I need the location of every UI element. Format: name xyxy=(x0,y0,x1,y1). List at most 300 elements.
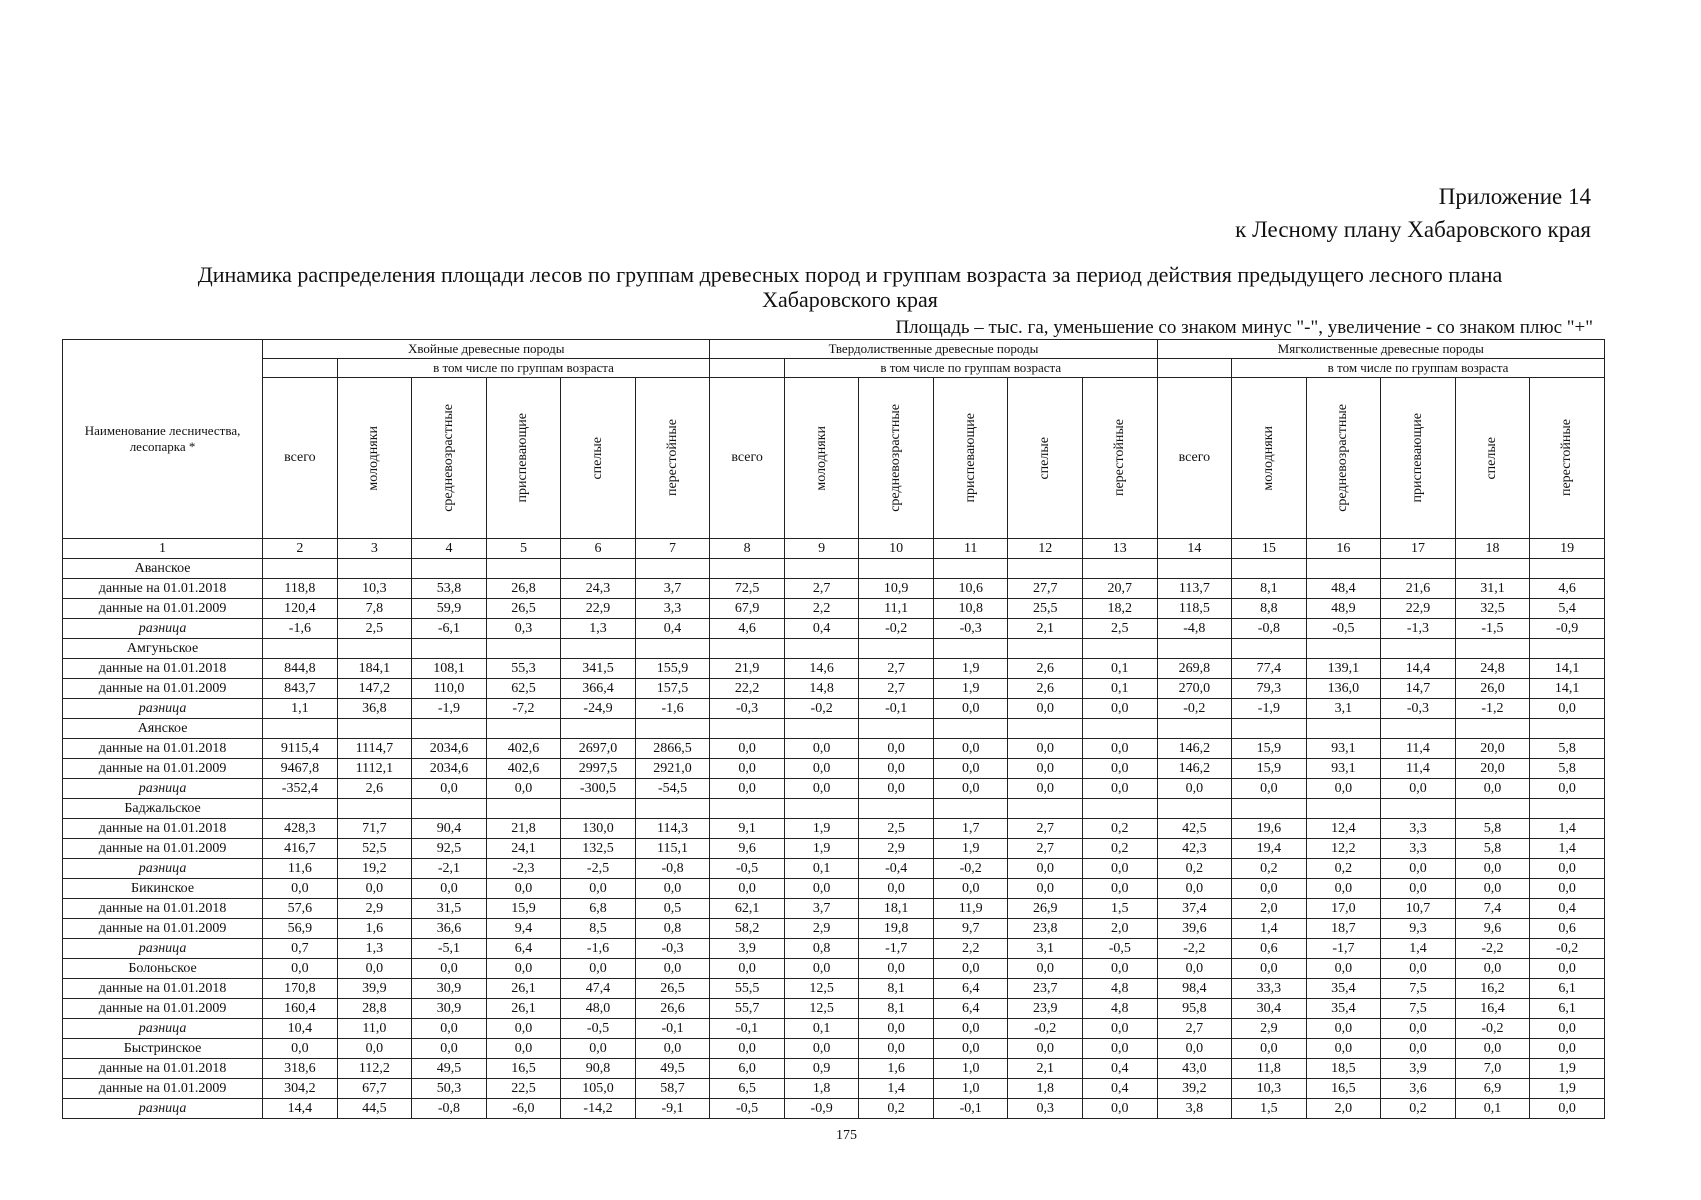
table-cell: -1,6 xyxy=(263,619,338,639)
table-cell xyxy=(635,799,710,819)
table-cell xyxy=(1306,559,1381,579)
table-cell: 0,0 xyxy=(1306,959,1381,979)
table-cell: 22,9 xyxy=(1381,599,1456,619)
column-number: 13 xyxy=(1082,539,1157,559)
table-cell: 22,5 xyxy=(486,1079,561,1099)
table-cell: 0,0 xyxy=(933,699,1008,719)
table-cell: 0,7 xyxy=(263,939,338,959)
table-cell: 48,9 xyxy=(1306,599,1381,619)
table-cell: 0,0 xyxy=(412,959,487,979)
table-cell: 416,7 xyxy=(263,839,338,859)
table-cell: 844,8 xyxy=(263,659,338,679)
table-cell: 0,0 xyxy=(1082,779,1157,799)
table-cell: 0,0 xyxy=(1082,859,1157,879)
softwood-age-subheader: в том числе по группам возраста xyxy=(1232,359,1605,378)
table-cell xyxy=(1306,719,1381,739)
table-cell: 0,0 xyxy=(1530,699,1605,719)
table-cell xyxy=(1455,719,1530,739)
table-cell: 0,0 xyxy=(1381,779,1456,799)
table-cell: -352,4 xyxy=(263,779,338,799)
table-cell: 7,0 xyxy=(1455,1059,1530,1079)
table-cell: 14,8 xyxy=(784,679,859,699)
table-cell: 136,0 xyxy=(1306,679,1381,699)
table-cell: 62,5 xyxy=(486,679,561,699)
table-cell: 6,5 xyxy=(710,1079,785,1099)
age-label: перестойные xyxy=(664,419,680,497)
table-cell: 14,4 xyxy=(1381,659,1456,679)
table-cell: 79,3 xyxy=(1232,679,1307,699)
table-cell: 9115,4 xyxy=(263,739,338,759)
table-cell: 31,1 xyxy=(1455,579,1530,599)
table-cell: -1,7 xyxy=(859,939,934,959)
table-cell: 37,4 xyxy=(1157,899,1232,919)
table-cell: 108,1 xyxy=(412,659,487,679)
table-cell: 2,9 xyxy=(1232,1019,1307,1039)
table-cell: -0,1 xyxy=(933,1099,1008,1119)
table-cell: 11,9 xyxy=(933,899,1008,919)
table-cell: 24,8 xyxy=(1455,659,1530,679)
table-cell: 11,0 xyxy=(337,1019,412,1039)
table-cell: 0,0 xyxy=(1082,1019,1157,1039)
table-cell: 19,2 xyxy=(337,859,412,879)
table-cell: 32,5 xyxy=(1455,599,1530,619)
table-cell: 30,9 xyxy=(412,979,487,999)
table-cell: 0,0 xyxy=(933,959,1008,979)
table-cell xyxy=(1455,559,1530,579)
table-cell: 10,9 xyxy=(859,579,934,599)
table-cell: 2,0 xyxy=(1232,899,1307,919)
table-cell xyxy=(1381,639,1456,659)
table-cell: 0,0 xyxy=(784,779,859,799)
table-cell xyxy=(710,719,785,739)
table-cell: 9,7 xyxy=(933,919,1008,939)
table-cell: -0,9 xyxy=(784,1099,859,1119)
row-label: Бикинское xyxy=(63,879,263,899)
table-cell: 42,5 xyxy=(1157,819,1232,839)
table-cell: 0,0 xyxy=(1082,959,1157,979)
table-cell xyxy=(486,719,561,739)
table-cell: 26,8 xyxy=(486,579,561,599)
table-cell xyxy=(561,559,636,579)
table-cell: 0,3 xyxy=(1008,1099,1083,1119)
table-cell: 39,9 xyxy=(337,979,412,999)
difference-row xyxy=(63,1019,1605,1039)
table-cell: 0,0 xyxy=(1082,1099,1157,1119)
row-label: данные на 01.01.2009 xyxy=(63,919,263,939)
hardwood-total-header: всего xyxy=(710,378,785,539)
table-cell: 12,5 xyxy=(784,999,859,1019)
table-cell: -54,5 xyxy=(635,779,710,799)
table-cell xyxy=(1082,719,1157,739)
table-cell xyxy=(337,639,412,659)
table-cell xyxy=(635,719,710,739)
table-cell: -2,3 xyxy=(486,859,561,879)
row-label: данные на 01.01.2018 xyxy=(63,899,263,919)
table-cell: 20,7 xyxy=(1082,579,1157,599)
table-cell: 67,9 xyxy=(710,599,785,619)
table-cell: 6,0 xyxy=(710,1059,785,1079)
hardwood-age-header xyxy=(859,378,934,539)
table-cell: 2697,0 xyxy=(561,739,636,759)
table-cell: 0,4 xyxy=(784,619,859,639)
table-cell: 2,7 xyxy=(859,679,934,699)
table-cell: -6,1 xyxy=(412,619,487,639)
table-cell: -0,8 xyxy=(635,859,710,879)
table-cell: 6,9 xyxy=(1455,1079,1530,1099)
table-cell: 0,0 xyxy=(1008,959,1083,979)
table-cell: 8,1 xyxy=(859,979,934,999)
data-2009-row xyxy=(63,759,1605,779)
column-number: 11 xyxy=(933,539,1008,559)
data-2018-row xyxy=(63,899,1605,919)
table-cell: -6,0 xyxy=(486,1099,561,1119)
table-cell: 48,4 xyxy=(1306,579,1381,599)
table-cell: 26,1 xyxy=(486,979,561,999)
difference-row xyxy=(63,699,1605,719)
table-cell: -4,8 xyxy=(1157,619,1232,639)
table-cell: 1114,7 xyxy=(337,739,412,759)
table-cell: 0,0 xyxy=(784,739,859,759)
table-cell: 21,8 xyxy=(486,819,561,839)
table-cell: 2,7 xyxy=(1008,839,1083,859)
table-cell: 0,0 xyxy=(263,1039,338,1059)
table-cell: 10,3 xyxy=(1232,1079,1307,1099)
table-cell: -1,2 xyxy=(1455,699,1530,719)
table-cell xyxy=(1082,639,1157,659)
forestry-name-row xyxy=(63,639,1605,659)
table-cell: -0,8 xyxy=(412,1099,487,1119)
table-cell: 15,9 xyxy=(486,899,561,919)
table-cell: 26,5 xyxy=(486,599,561,619)
table-cell: 0,0 xyxy=(1530,1099,1605,1119)
table-cell: 19,4 xyxy=(1232,839,1307,859)
column-number: 6 xyxy=(561,539,636,559)
table-cell: -0,2 xyxy=(933,859,1008,879)
softwood-age-header xyxy=(1232,378,1307,539)
table-cell: 35,4 xyxy=(1306,999,1381,1019)
table-cell: 0,0 xyxy=(784,759,859,779)
table-cell: 0,0 xyxy=(1530,959,1605,979)
row-label: разница xyxy=(63,779,263,799)
table-cell: 2,0 xyxy=(1082,919,1157,939)
table-cell: 0,0 xyxy=(1008,779,1083,799)
difference-row xyxy=(63,939,1605,959)
table-cell xyxy=(784,639,859,659)
table-cell: -1,9 xyxy=(412,699,487,719)
table-cell: -300,5 xyxy=(561,779,636,799)
table-cell xyxy=(412,799,487,819)
table-cell: 0,0 xyxy=(784,1039,859,1059)
table-cell: 0,0 xyxy=(1157,879,1232,899)
table-cell: -7,2 xyxy=(486,699,561,719)
table-cell: 3,7 xyxy=(635,579,710,599)
table-cell xyxy=(263,719,338,739)
table-cell: 11,6 xyxy=(263,859,338,879)
data-2018-row xyxy=(63,1059,1605,1079)
table-cell: -1,6 xyxy=(635,699,710,719)
table-cell: -2,1 xyxy=(412,859,487,879)
table-cell: 72,5 xyxy=(710,579,785,599)
table-cell: 3,6 xyxy=(1381,1079,1456,1099)
table-cell: 0,0 xyxy=(412,879,487,899)
table-cell: 39,6 xyxy=(1157,919,1232,939)
table-cell: 0,0 xyxy=(1232,1039,1307,1059)
table-cell: -0,2 xyxy=(1008,1019,1083,1039)
data-2018-row xyxy=(63,579,1605,599)
hardwood-age-header xyxy=(933,378,1008,539)
table-cell xyxy=(337,719,412,739)
table-cell: 0,0 xyxy=(933,739,1008,759)
table-cell: 2,6 xyxy=(337,779,412,799)
table-cell: 0,0 xyxy=(1306,879,1381,899)
table-cell: 1,9 xyxy=(784,819,859,839)
table-cell xyxy=(486,799,561,819)
table-cell: 157,5 xyxy=(635,679,710,699)
document-title xyxy=(100,262,1600,312)
table-cell: 35,4 xyxy=(1306,979,1381,999)
table-cell: 2,9 xyxy=(337,899,412,919)
table-cell: 0,0 xyxy=(1232,879,1307,899)
group-header-row xyxy=(63,340,1605,359)
softwood-age-header xyxy=(1306,378,1381,539)
table-cell: 184,1 xyxy=(337,659,412,679)
table-cell: 1,8 xyxy=(1008,1079,1083,1099)
table-cell: 2,9 xyxy=(784,919,859,939)
table-cell xyxy=(859,559,934,579)
table-cell: 18,7 xyxy=(1306,919,1381,939)
table-cell xyxy=(337,559,412,579)
table-cell: 0,0 xyxy=(710,1039,785,1059)
table-cell: 58,7 xyxy=(635,1079,710,1099)
table-cell: 0,0 xyxy=(1530,1019,1605,1039)
age-label: перестойные xyxy=(1111,419,1127,497)
table-cell: 5,4 xyxy=(1530,599,1605,619)
table-cell: 90,8 xyxy=(561,1059,636,1079)
table-cell: 341,5 xyxy=(561,659,636,679)
difference-row xyxy=(63,859,1605,879)
table-body xyxy=(63,539,1605,1119)
table-cell: 10,7 xyxy=(1381,899,1456,919)
table-cell: 20,0 xyxy=(1455,739,1530,759)
table-cell: 0,0 xyxy=(859,959,934,979)
table-cell: 0,0 xyxy=(1306,1019,1381,1039)
table-cell: 5,8 xyxy=(1530,739,1605,759)
table-cell: 0,0 xyxy=(1455,879,1530,899)
table-cell: 2,2 xyxy=(933,939,1008,959)
table-cell: 92,5 xyxy=(412,839,487,859)
title-line-2: Хабаровского края xyxy=(762,287,938,312)
table-cell: 53,8 xyxy=(412,579,487,599)
table-cell: 14,7 xyxy=(1381,679,1456,699)
row-label: Аванское xyxy=(63,559,263,579)
table-cell: 23,7 xyxy=(1008,979,1083,999)
table-cell: 10,3 xyxy=(337,579,412,599)
table-cell xyxy=(1306,799,1381,819)
table-cell: 0,0 xyxy=(337,879,412,899)
table-cell: 2997,5 xyxy=(561,759,636,779)
row-label: данные на 01.01.2018 xyxy=(63,979,263,999)
table-cell: 3,1 xyxy=(1306,699,1381,719)
table-cell: 24,3 xyxy=(561,579,636,599)
table-cell: -0,2 xyxy=(859,619,934,639)
table-cell: 0,4 xyxy=(1082,1059,1157,1079)
table-cell: 16,2 xyxy=(1455,979,1530,999)
table-cell: 26,6 xyxy=(635,999,710,1019)
table-cell: 114,3 xyxy=(635,819,710,839)
table-cell: -5,1 xyxy=(412,939,487,959)
table-cell: 50,3 xyxy=(412,1079,487,1099)
softwood-total-header: всего xyxy=(1157,378,1232,539)
table-cell: 55,7 xyxy=(710,999,785,1019)
table-cell: 120,4 xyxy=(263,599,338,619)
column-number: 3 xyxy=(337,539,412,559)
table-cell: -0,1 xyxy=(859,699,934,719)
table-cell: 0,0 xyxy=(486,879,561,899)
column-number-row xyxy=(63,539,1605,559)
table-cell: 0,0 xyxy=(1455,1039,1530,1059)
table-cell: 2034,6 xyxy=(412,739,487,759)
table-cell: 4,6 xyxy=(1530,579,1605,599)
forest-dynamics-table xyxy=(62,339,1605,1119)
units-note: Площадь – тыс. га, уменьшение со знаком минус "-", увеличение - со знаком плюс "+" xyxy=(895,317,1593,338)
row-label: данные на 01.01.2009 xyxy=(63,999,263,1019)
softwood-age-header xyxy=(1530,378,1605,539)
age-label: приспевающие xyxy=(515,413,531,503)
table-cell: 0,0 xyxy=(933,759,1008,779)
table-cell: 0,0 xyxy=(1157,1039,1232,1059)
age-label: спелые xyxy=(590,436,605,480)
table-cell: 6,4 xyxy=(933,979,1008,999)
table-cell: 1,9 xyxy=(1530,1079,1605,1099)
table-cell: 118,8 xyxy=(263,579,338,599)
age-subheader-row xyxy=(63,359,1605,378)
column-number: 14 xyxy=(1157,539,1232,559)
table-cell: 9467,8 xyxy=(263,759,338,779)
table-cell: 47,4 xyxy=(561,979,636,999)
table-cell: 0,2 xyxy=(1082,819,1157,839)
row-label: разница xyxy=(63,1099,263,1119)
column-number: 19 xyxy=(1530,539,1605,559)
table-cell: 0,9 xyxy=(784,1059,859,1079)
table-cell: 93,1 xyxy=(1306,739,1381,759)
table-cell: 0,0 xyxy=(337,959,412,979)
table-cell: 22,2 xyxy=(710,679,785,699)
table-cell: 0,0 xyxy=(1008,759,1083,779)
table-cell: 15,9 xyxy=(1232,739,1307,759)
table-cell: 0,0 xyxy=(635,1039,710,1059)
age-label: средневозрастные xyxy=(1335,404,1351,512)
table-cell: 402,6 xyxy=(486,739,561,759)
table-cell: -9,1 xyxy=(635,1099,710,1119)
table-cell: 0,0 xyxy=(486,1019,561,1039)
table-cell: 12,4 xyxy=(1306,819,1381,839)
column-number: 4 xyxy=(412,539,487,559)
data-2018-row xyxy=(63,739,1605,759)
row-label: данные на 01.01.2009 xyxy=(63,759,263,779)
row-label: данные на 01.01.2018 xyxy=(63,819,263,839)
table-cell: -0,5 xyxy=(710,859,785,879)
appendix-number: Приложение 14 xyxy=(1438,184,1591,209)
table-cell: 0,0 xyxy=(933,1019,1008,1039)
age-label: молодняки xyxy=(813,425,829,491)
table-cell: 0,0 xyxy=(1082,739,1157,759)
table-cell: 1,4 xyxy=(1530,839,1605,859)
table-cell: 3,3 xyxy=(1381,819,1456,839)
table-cell: 77,4 xyxy=(1232,659,1307,679)
forestry-name-row xyxy=(63,1039,1605,1059)
forestry-name-row xyxy=(63,559,1605,579)
table-cell: 0,0 xyxy=(859,1019,934,1039)
table-cell: 0,0 xyxy=(1306,779,1381,799)
table-cell: 0,0 xyxy=(1082,699,1157,719)
table-cell: 26,5 xyxy=(635,979,710,999)
table-cell: 318,6 xyxy=(263,1059,338,1079)
table-cell: 0,0 xyxy=(1008,879,1083,899)
table-cell: 0,0 xyxy=(1381,859,1456,879)
table-cell: 8,1 xyxy=(1232,579,1307,599)
table-cell xyxy=(561,639,636,659)
table-cell: 2,6 xyxy=(1008,679,1083,699)
table-cell: -0,5 xyxy=(710,1099,785,1119)
conifer-group-header: Хвойные древесные породы xyxy=(263,340,710,359)
table-cell: 9,1 xyxy=(710,819,785,839)
table-cell: 147,2 xyxy=(337,679,412,699)
table-cell: 25,5 xyxy=(1008,599,1083,619)
table-cell xyxy=(710,559,785,579)
table-cell xyxy=(561,719,636,739)
table-cell: 0,0 xyxy=(1008,1039,1083,1059)
column-number: 18 xyxy=(1455,539,1530,559)
table-cell: 11,4 xyxy=(1381,739,1456,759)
row-label: данные на 01.01.2009 xyxy=(63,599,263,619)
table-cell: 52,5 xyxy=(337,839,412,859)
table-cell xyxy=(1530,559,1605,579)
table-cell: 0,4 xyxy=(635,619,710,639)
softwood-age-header xyxy=(1455,378,1530,539)
age-label-row xyxy=(63,378,1605,539)
row-label: данные на 01.01.2018 xyxy=(63,579,263,599)
table-cell: 0,0 xyxy=(1530,1039,1605,1059)
row-label: разница xyxy=(63,939,263,959)
table-cell: 2921,0 xyxy=(635,759,710,779)
table-cell xyxy=(933,799,1008,819)
table-cell xyxy=(263,639,338,659)
table-cell: 2,5 xyxy=(1082,619,1157,639)
table-cell: -0,2 xyxy=(784,699,859,719)
table-cell: 20,0 xyxy=(1455,759,1530,779)
table-cell: 1,6 xyxy=(859,1059,934,1079)
data-2009-row xyxy=(63,599,1605,619)
table-cell: 0,0 xyxy=(859,739,934,759)
age-label: спелые xyxy=(1037,436,1053,480)
table-cell: 19,8 xyxy=(859,919,934,939)
table-cell: 0,0 xyxy=(859,779,934,799)
table-cell: 5,8 xyxy=(1455,819,1530,839)
table-cell xyxy=(1455,799,1530,819)
table-cell: 2,1 xyxy=(1008,1059,1083,1079)
table-cell: 118,5 xyxy=(1157,599,1232,619)
table-cell xyxy=(710,639,785,659)
table-cell: 5,8 xyxy=(1530,759,1605,779)
table-cell: 21,9 xyxy=(710,659,785,679)
table-cell xyxy=(933,639,1008,659)
column-number: 9 xyxy=(784,539,859,559)
table-cell: 0,0 xyxy=(561,879,636,899)
table-cell: 18,5 xyxy=(1306,1059,1381,1079)
data-2018-row xyxy=(63,659,1605,679)
table-cell: 36,8 xyxy=(337,699,412,719)
table-cell: 0,0 xyxy=(412,779,487,799)
